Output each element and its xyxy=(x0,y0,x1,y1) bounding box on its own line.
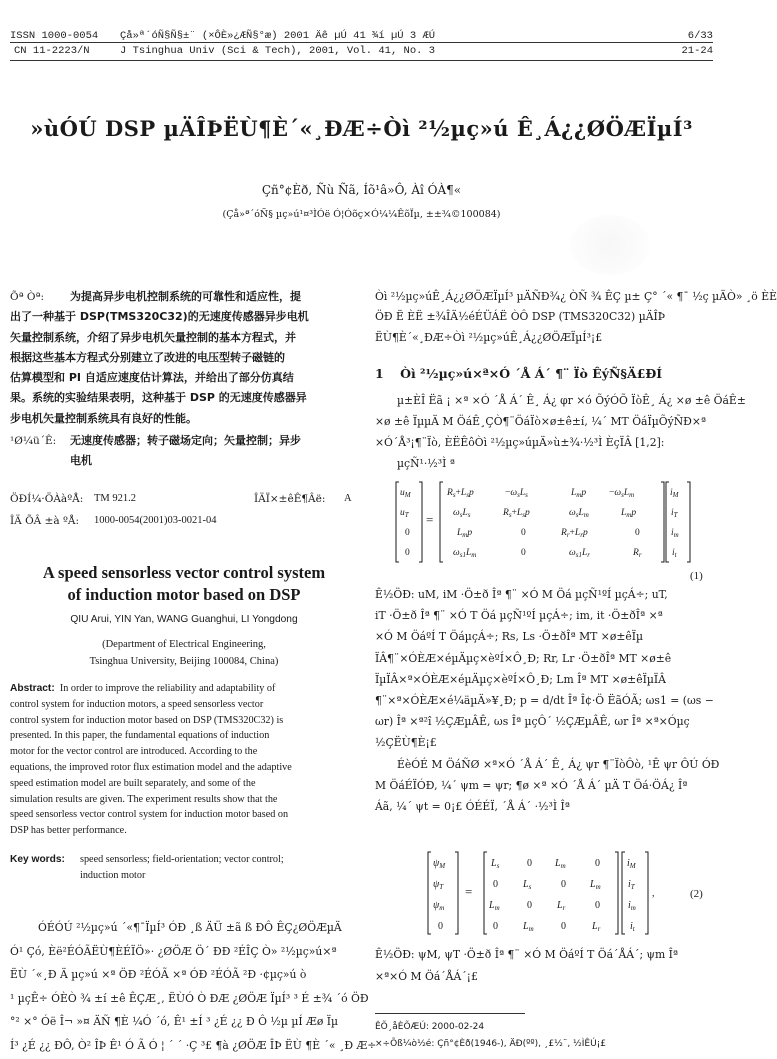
journal-name-en: J Tsinghua Univ (Sci & Tech), 2001, Vol. 41, No. 3 xyxy=(120,45,436,57)
intro-left-line-3: ËÙ ´«¸Ð Ä µç»ú ×ª ÖÐ ²ÉÓÃ ×ª ÓÐ ²ÉÓÃ ²Ð ·¢µç»ú ò xyxy=(10,968,307,981)
intro-left-line-1: ÓÉÓÚ ²½µç»ú ´«¶¯ÏµÍ³ ÓÐ ¸ß ÄÜ ±ã ß ÐÔ ÊÇ¿ØÖÆµÄ xyxy=(38,921,342,934)
affiliation-cn: (Çå»ª´óÑ§ µç»ú¹¤³ÌÓë Ó¦Óõç×Ó¼¼ÊõÏµ, ±±¾©100084) xyxy=(222,209,501,220)
svg-text:0: 0 xyxy=(493,879,498,890)
article-number-label: ÎÄ ÕÂ ±à ºÅ: xyxy=(10,515,80,527)
svg-text:−ωsLm: $-\omega_sL_m$ xyxy=(609,488,635,499)
s1-line-3: ×Ó´Å³¡¶¨Ïò, ÈËÊôÒì ²½µç»úµÄ»ù±¾·½³Ì ÈçÏÂ [1,2]: xyxy=(375,436,665,449)
english-keywords-line-2: induction motor xyxy=(80,869,146,881)
svg-text:0: 0 xyxy=(561,879,566,890)
svg-text:−ωsLs: $-\omega_sL_s$ xyxy=(505,488,528,499)
svg-text:Ls: $L_s$ xyxy=(491,858,500,870)
keywords-cn-line-2: 电机 xyxy=(70,454,92,468)
after-eq2-line-2: ×ª×Ó M Öá´ÅÁ´¡£ xyxy=(375,969,478,983)
abstract-cn-line-7: 步电机矢量控制系统具有良好的性能。 xyxy=(10,411,197,425)
section-1-title: Òì ²½µç»ú×ª×Ó ´Å Á´ ¶¨ Ïò ÊýÑ§Ä£ÐÍ xyxy=(400,366,663,381)
intro-left-line-2: Ó¹ Çó, Èë²ÉÓÃËÙ¶ÈÉÏÖ»· ¿ØÖÆ Ö´ ÐÐ ²ÉÎÇ Ò» ²½µç»ú×ª xyxy=(10,944,337,958)
svg-text:ψT: $\psi_T$ xyxy=(433,879,444,891)
svg-text:uT: $u_T$ xyxy=(400,508,409,519)
authors-cn: Çñ°¢Èð, Ñù Ñã, Íõ¹â»Ô, Àî ÓÀ¶« xyxy=(261,183,462,197)
abstract-cn-line-1: 为提高异步电机控制系统的可靠性和适应性，提 xyxy=(70,290,301,303)
abstract-cn-label: Õª Òª: xyxy=(10,291,45,303)
svg-text:0: 0 xyxy=(595,858,600,869)
after-eq1-line-11: Áã, ¼´ ψt = 0¡£ ÓÉÉÏ, ´Å Á´ ·½³Ì Îª xyxy=(375,800,570,814)
article-number-value: 1000-0054(2001)03-0021-04 xyxy=(94,515,217,526)
s1-line-4: µçÑ¹·½³Ì ª xyxy=(397,457,455,470)
svg-text:Lr: $L_r$ xyxy=(557,900,566,912)
english-keywords-label: Key words: xyxy=(10,854,65,865)
after-eq1-line-5: ÏµÏÂ×ª×ÓÈÆ×éµÄµç×èºÍ×Ô¸Ð; Lm Îª MT ×ø±êÏµÏÂ xyxy=(375,672,666,686)
clc-value: TM 921.2 xyxy=(94,493,136,504)
after-eq1-line-3: ×Ó M ÖáºÍ T ÖáµçÁ÷; Rs, Ls ·Ö±ðÎª MT ×ø±êÏµ xyxy=(375,630,644,644)
svg-text:Lm: $L_m$ xyxy=(523,921,534,933)
svg-text:Rs+Lsp: $R_s+L_sp$ xyxy=(503,508,530,519)
svg-text:iM: $i_M$ xyxy=(670,488,679,499)
svg-text:=: = xyxy=(465,884,473,899)
after-eq1-line-2: iT ·Ö±ð Îª ¶¨ ×Ó T Öá µçÑ¹ºÍ µçÁ÷; im, it ·Ö±ðÎª ×ª xyxy=(375,609,663,623)
journal-name-cn: Çå»ª´óÑ§Ñ§±¨ (×ÔÈ»¿ÆÑ§°æ) 2001 Äê µÚ 41 ¾í µÚ 3 ÆÚ xyxy=(120,30,436,42)
svg-text:0: 0 xyxy=(405,528,410,538)
keywords-cn-label: ¹Ø¼ü´Ê: xyxy=(10,435,57,448)
page-number-top: 6/33 xyxy=(687,30,713,42)
english-abstract-line-4: presented. In this paper, the fundamental equations of induction xyxy=(10,730,270,742)
svg-text:Lm: $L_m$ xyxy=(555,858,566,870)
svg-text:Lm: $L_m$ xyxy=(489,900,500,912)
page-title: »ùÓÚ DSP µÄÎÞËÙ¶È´«¸ÐÆ÷Òì ²½µç»ú Ê¸Á¿¿ØÖÆÏµÍ³ xyxy=(30,116,693,141)
svg-text:Rr+Lrp: $R_r+L_rp$ xyxy=(561,528,588,539)
english-abstract-label: Abstract: xyxy=(10,683,55,694)
cn-number: CN 11-2223/N xyxy=(14,45,90,57)
page-number-bottom: 21-24 xyxy=(681,45,713,57)
svg-text:uM: $u_M$ xyxy=(400,488,411,499)
svg-text:it: $i_t$ xyxy=(630,921,635,933)
abstract-cn xyxy=(10,287,358,472)
svg-text:0: 0 xyxy=(561,921,566,932)
intro-text-right xyxy=(375,287,777,348)
classification-block xyxy=(10,488,358,532)
svg-text:ψM: $\psi_M$ xyxy=(433,858,446,870)
s1-line-1: µ±ÈÎ Ëã ¡ ×ª ×Ó ´Å Á´ Ê¸ Á¿ φr ×ó ÕýÓÕ ÏòÊ¸ Á¿ ×ø ±ê ÖáÊ± xyxy=(397,394,746,407)
english-abstract-line-8: simulation results are given. The experiment results show that the xyxy=(10,793,278,805)
abstract-cn-line-5: 估算模型和 PI 自适应速度估计算法，并给出了部分仿真结 xyxy=(10,371,294,385)
english-abstract-line-9: speed sensorless vector control system for induction motor based on xyxy=(10,809,289,821)
svg-text:ωsLs: $\omega_sL_s$ xyxy=(453,508,471,519)
section-1-number: 1 xyxy=(375,366,384,381)
english-title xyxy=(10,562,358,606)
after-eq1-line-6: ¶¨×ª×ÓÈÆ×é¼äµÄ»¥¸Ð; p = d/dt Îª Î¢·Ö ËãÓÃ; ωs1 = (ωs − xyxy=(375,694,714,708)
keywords-cn-line-1: 无速度传感器；转子磁场定向；矢量控制；异步 xyxy=(70,434,301,448)
equation-2-number: (2) xyxy=(690,888,703,900)
english-keywords xyxy=(10,852,358,884)
english-title-line-1: A speed sensorless vector control system xyxy=(42,563,326,582)
svg-text:iT: $i_T$ xyxy=(628,879,635,891)
abstract-cn-line-6: 果。系统的实验结果表明，这种基于 DSP 的无速度传感器异 xyxy=(10,391,307,405)
english-abstract-line-2: control system for induction motors, a speed sensorless vector xyxy=(10,698,264,710)
svg-text:0: 0 xyxy=(521,528,526,538)
footnote-divider xyxy=(375,1013,525,1014)
equation-1-number: (1) xyxy=(690,570,703,582)
english-abstract-line-10: DSP has better performance. xyxy=(10,825,127,837)
english-affiliation-line-1: (Department of Electrical Engineering, xyxy=(102,639,266,650)
svg-text:0: 0 xyxy=(527,900,532,911)
header-divider-top xyxy=(10,42,713,43)
svg-text:Lmp: $L_mp$ xyxy=(621,508,637,519)
svg-text:=: = xyxy=(426,512,434,527)
doc-code-label: ÎÄÏ×±êÊ¶Âë: xyxy=(254,493,326,505)
intro-left-line-5: °² ×° Óë Î¬ »¤ ÄÑ ¶È ¼Ó ´ó, Ê¹ ±Í ³ ¿É ¿¿ Ð Ô ½µ µÍ Æø Ïµ xyxy=(10,1015,339,1028)
english-abstract-line-6: equations, the improved rotor flux estimation model and the adaptive xyxy=(10,761,292,773)
header-divider-bottom xyxy=(10,60,713,61)
doc-code-value: A xyxy=(344,493,352,504)
english-abstract-line-7: speed estimation model are built separately, and some of the xyxy=(10,777,256,789)
svg-text:Lmp: $L_mp$ xyxy=(571,488,587,499)
intro-right-line-2: ÖÐ Ë ÈË ±¾ÎÄ½éÉÜÁË ÒÔ DSP (TMS320C32) µÄÎÞ xyxy=(375,310,666,324)
equation-1-matrix xyxy=(395,478,695,566)
clc-label: ÖÐÍ¼·ÖÀàºÅ: xyxy=(10,493,84,505)
after-eq2-line-1: Ê½ÖÐ: ψM, ψT ·Ö±ð Îª ¶¨ ×Ó M ÖáºÍ T Öá´ÅÁ´; ψm Îª xyxy=(375,948,679,961)
english-authors: QIU Arui, YIN Yan, WANG Guanghui, LI Yongdong xyxy=(70,614,298,625)
svg-text:iT: $i_T$ xyxy=(671,508,678,519)
section-1-text-after-eq1 xyxy=(375,584,720,817)
section-1-heading xyxy=(375,366,713,381)
svg-text:0: 0 xyxy=(635,528,640,538)
intro-text-left xyxy=(10,916,377,1057)
svg-text:0: 0 xyxy=(527,858,532,869)
svg-text:ψm: $\psi_m$ xyxy=(433,900,445,912)
svg-text:ωs1Lr: $\omega_{s1}L_r$ xyxy=(569,548,590,559)
svg-text:,: , xyxy=(652,888,655,899)
equation-2-matrix xyxy=(425,848,665,938)
section-1-text-after-eq2 xyxy=(375,944,713,987)
abstract-cn-line-4: 根据这些基本方程式分别建立了改进的电压型转子磁链的 xyxy=(10,350,285,364)
svg-text:0: 0 xyxy=(493,921,498,932)
intro-left-line-4: ¹ µçÊ÷ ÓÈÒ ¾ ±í ±ê ÊÇÆ¸, ËÙÓ Ò ÐÆ ¿ØÖÆ ÏµÍ³ ³ É ±¾ ´ó ÖÐ xyxy=(10,991,369,1005)
after-eq1-line-10: M ÖáÉÏÓÐ, ¼´ ψm = ψr; ¶ø ×ª ×Ó ´Å Á´ µÄ T Öá·ÖÁ¿ Îª xyxy=(375,778,688,792)
svg-text:Lm: $L_m$ xyxy=(590,879,601,891)
english-abstract-line-5: motor for the vector control are introduced. According to the xyxy=(10,746,258,758)
after-eq1-line-8: ½ÇËÙ¶È¡£ xyxy=(375,736,437,750)
svg-text:ωs1Lm: $\omega_{s1}L_m$ xyxy=(453,548,477,559)
watermark-logo xyxy=(570,215,650,275)
svg-text:Lr: $L_r$ xyxy=(592,921,601,933)
english-keywords-line-1: speed sensorless; field-orientation; vector control; xyxy=(80,854,284,865)
issn: ISSN 1000-0054 xyxy=(10,30,99,42)
svg-text:Rs+Lsp: $R_s+L_sp$ xyxy=(447,488,474,499)
svg-text:0: 0 xyxy=(521,548,526,558)
after-eq1-line-1: Ê½ÖÐ: uM, iM ·Ö±ð Îª ¶¨ ×Ó M Öá µçÑ¹ºÍ µçÁ÷; uT, xyxy=(375,588,668,601)
abstract-cn-line-2: 出了一种基于 DSP(TMS320C32)的无速度传感器异步电机 xyxy=(10,310,309,324)
intro-left-line-6: Í³ ¿É ¿¿ ÐÔ, Ò² ÎÞ Ê¹ Ó Ã Ó ¦ ´ ´ ·Ç ³£ ¶à ¿ØÖÆ ÎÞ ËÙ ¶È ´« ¸Ð Æ÷ xyxy=(10,1038,377,1052)
after-eq1-line-9: ÉèÓÉ M ÖáÑØ ×ª×Ó ´Å Á´ Ê¸ Á¿ ψr ¶¨ÏòÔò, ¹Ê ψr ÔÚ ÓÐ xyxy=(397,757,720,771)
svg-text:im: $i_m$ xyxy=(628,900,636,912)
svg-text:iM: $i_M$ xyxy=(627,858,636,870)
intro-right-line-3: ËÙ¶È´«¸ÐÆ÷Òì ²½µç»úÊ¸Á¿¿ØÖÆÏµÍ³¡£ xyxy=(375,330,603,344)
section-1-text xyxy=(375,390,746,474)
svg-text:im: $i_m$ xyxy=(671,528,679,539)
svg-text:Rr: $R_r$ xyxy=(633,548,642,559)
english-affiliation xyxy=(10,636,358,670)
svg-text:Ls: $L_s$ xyxy=(523,879,532,891)
svg-text:Lmp: $L_mp$ xyxy=(457,528,473,539)
after-eq1-line-7: ωr) Îª ×ª²î ½ÇÆµÂÊ, ωs Îª µçÔ´ ½ÇÆµÂÊ, ωr Îª ×ª×Óµç xyxy=(375,715,690,729)
svg-text:it: $i_t$ xyxy=(672,548,677,559)
footnote-received-date: ÊÕ¸åÈÕÆÚ: 2000-02-24 xyxy=(375,1022,485,1032)
after-eq1-line-4: ÏÂ¶¨×ÓÈÆ×éµÄµç×èºÍ×Ô¸Ð; Rr, Lr ·Ö±ðÎª MT ×ø±ê xyxy=(375,651,672,665)
english-affiliation-line-2: Tsinghua University, Beijing 100084, China) xyxy=(89,656,279,667)
footnote-author-bio: ×÷Õß¼ò½é: Çñ°¢Èð(1946-), ÄÐ(ºº), ¸£½¨, ½ÌÊÚ¡£ xyxy=(375,1039,607,1049)
svg-text:0: 0 xyxy=(405,548,410,558)
english-abstract xyxy=(10,681,358,839)
abstract-cn-line-3: 矢量控制系统，介绍了异步电机矢量控制的基本方程式，并 xyxy=(10,330,296,344)
svg-text:ωsLm: $\omega_sL_m$ xyxy=(569,508,589,519)
s1-line-2: ×ø ±ê ÏµµÄ M ÖáÊ¸ÇÒ¶¨ÖáÏò×ø±ê±í, ¼´ MT ÖáÏµÕýÑÐ×ª xyxy=(375,415,707,428)
english-title-line-2: of induction motor based on DSP xyxy=(67,585,301,604)
intro-right-line-1: Òì ²½µç»úÊ¸Á¿¿ØÖÆÏµÍ³ µÄÑÐ¾¿ ÒÑ ¾ ÊÇ µ± Ç° ´« ¶¯ ½ç µÄÒ» ¸ö ÈÈ xyxy=(375,290,777,303)
svg-text:0: 0 xyxy=(438,921,443,932)
svg-text:0: 0 xyxy=(595,900,600,911)
english-abstract-line-3: control system for induction motor based on DSP (TMS320C32) is xyxy=(10,714,284,726)
english-abstract-line-1: In order to improve the reliability and adaptability of xyxy=(59,683,276,694)
